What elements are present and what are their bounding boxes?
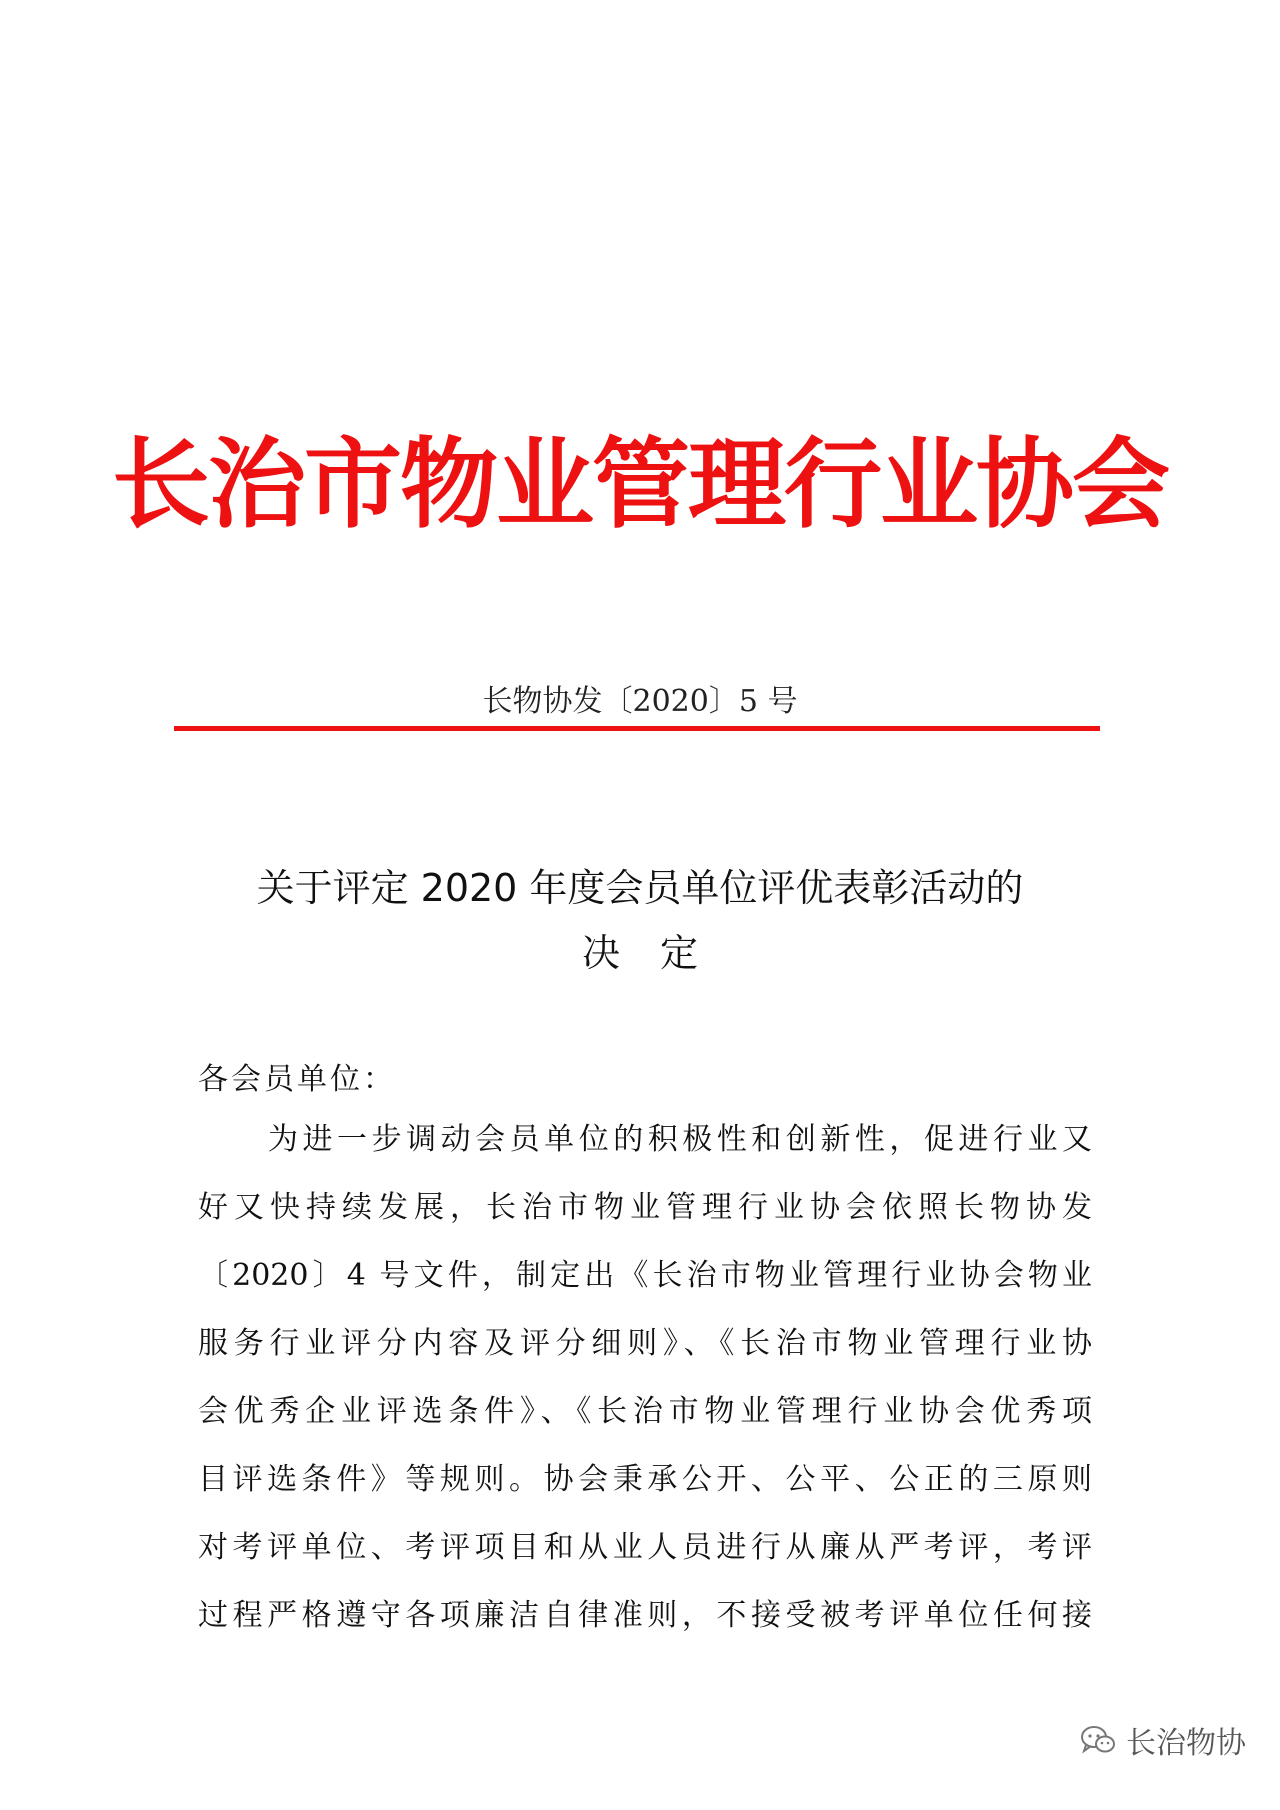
- paragraph-line: 为进一步调动会员单位的积极性和创新性，促进行业又: [268, 1122, 1092, 1157]
- org-title: 长治市物业管理行业协会: [111, 428, 1168, 542]
- document-heading-line-1: 关于评定 2020 年度会员单位评优表彰活动的: [256, 866, 1024, 910]
- red-divider: [174, 726, 1100, 731]
- paragraph-line: 目评选条件》等规则。协会秉承公开、公平、公正的三原则: [198, 1462, 1092, 1497]
- paragraph-line: 服务行业评分内容及评分细则》、《长治市物业管理行业协: [198, 1326, 1092, 1361]
- paragraph-line: 〔2020〕4 号文件，制定出《长治市物业管理行业协会物业: [198, 1258, 1092, 1293]
- paragraph-line: 过程严格遵守各项廉洁自律准则，不接受被考评单位任何接: [198, 1598, 1092, 1633]
- wechat-icon: [1080, 1725, 1116, 1755]
- paragraph-line: 对考评单位、考评项目和从业人员进行从廉从严考评，考评: [198, 1530, 1092, 1565]
- paragraph-line: 会优秀企业评选条件》、《长治市物业管理行业协会优秀项: [198, 1394, 1092, 1429]
- document-heading-line-2: 决定: [581, 931, 738, 975]
- document-number: 长物协发〔2020〕5 号: [482, 684, 798, 719]
- watermark: [1080, 1718, 1246, 1762]
- watermark-text: 长治物协: [1126, 1726, 1246, 1761]
- paragraph-line: 好又快持续发展，长治市物业管理行业协会依照长物协发: [198, 1190, 1092, 1225]
- salutation: 各会员单位：: [198, 1062, 396, 1097]
